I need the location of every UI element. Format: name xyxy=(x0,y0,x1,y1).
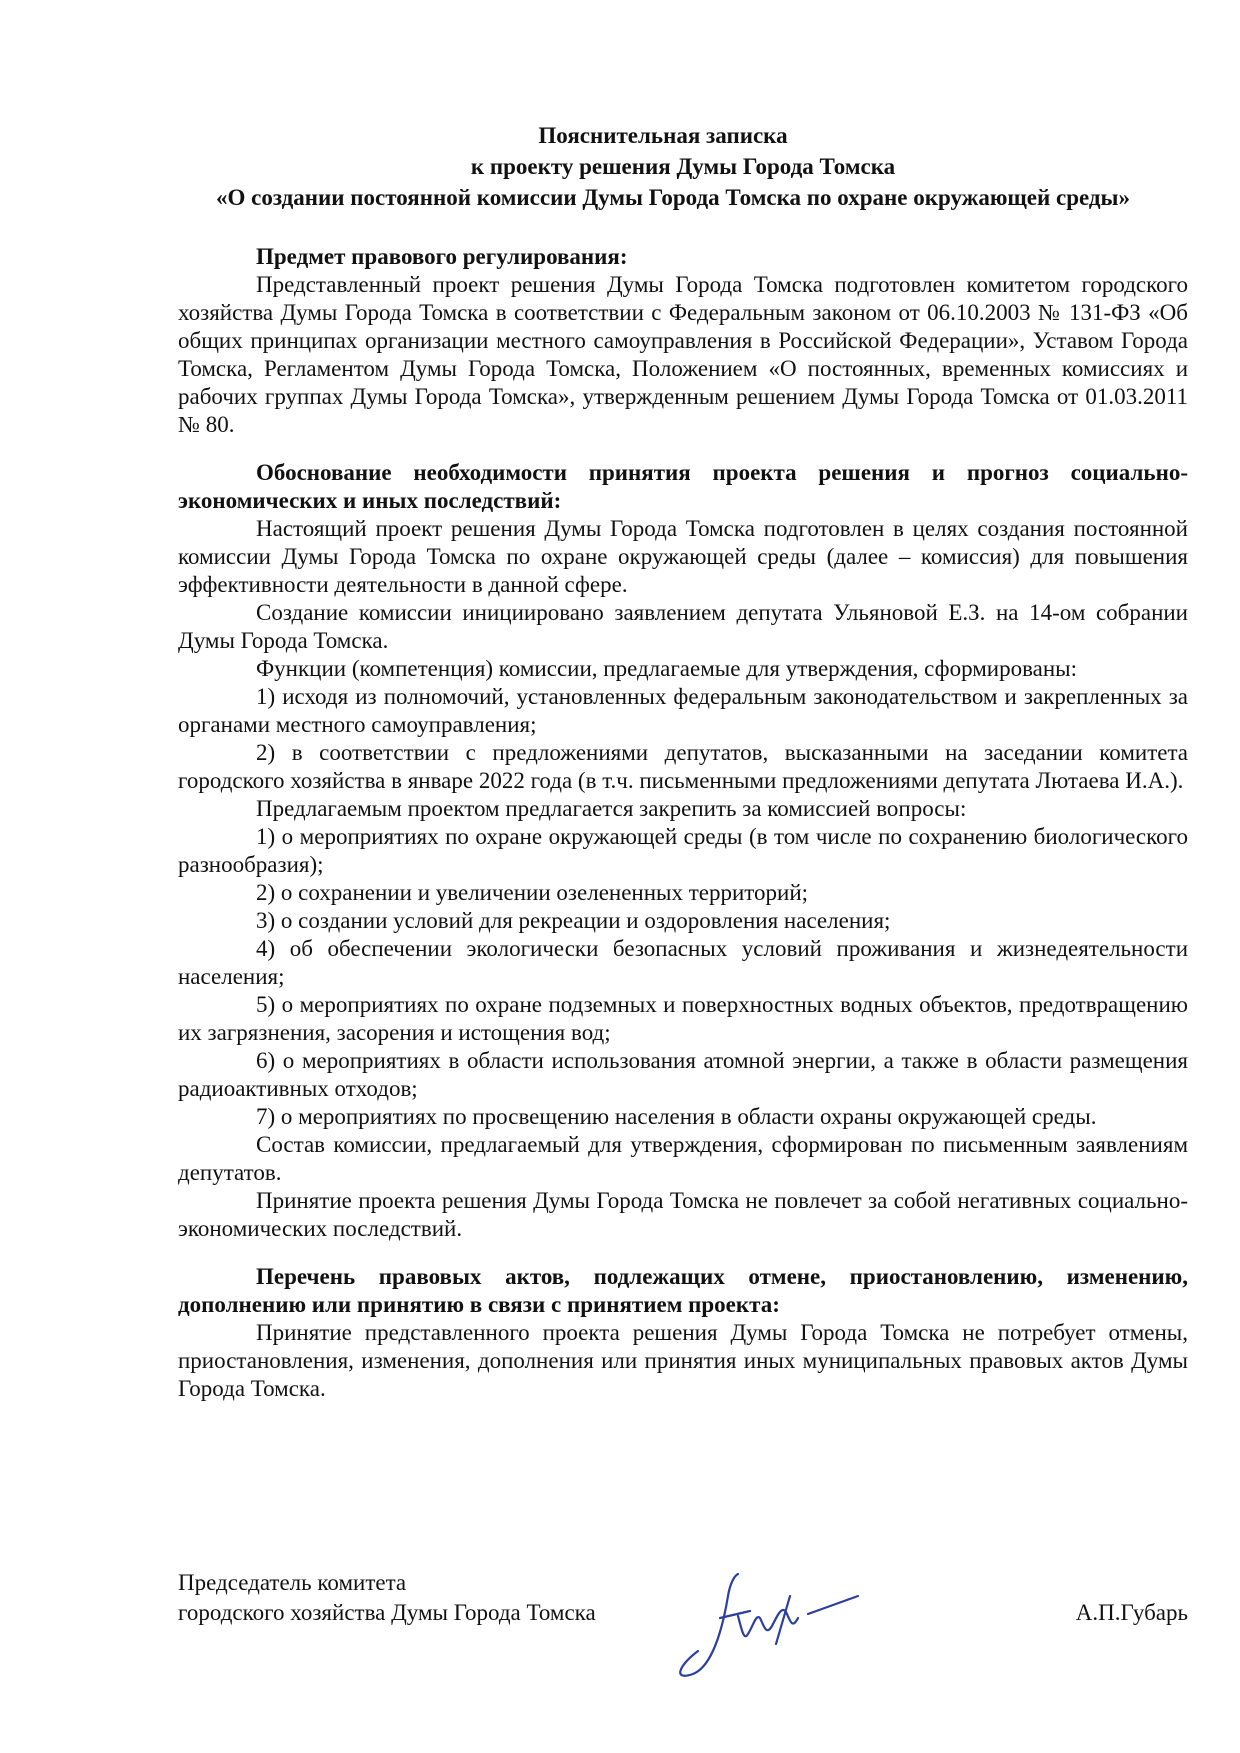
document-page xyxy=(178,120,1188,1403)
paragraph: Функции (компетенция) комиссии, предлагаемые для утверждения, сформированы: xyxy=(256,656,1078,681)
list-item: 2) в соответствии с предложениями депутатов, высказанными на заседании комитета городского хозяйства в январе 2022 года (в т.ч. письменными предложениями депутата Лютаева И.А.). xyxy=(178,740,1188,793)
document-title xyxy=(178,120,1188,213)
title-line-3: «О создании постоянной комиссии Думы Города Томска по охране окружающей среды» xyxy=(215,185,1131,210)
signatory-name: А.П.Губарь xyxy=(1075,1600,1188,1625)
section-heading: Перечень правовых актов, подлежащих отмене, приостановлению, изменению, дополнению или принятию в связи с принятием проекта: xyxy=(178,1264,1188,1317)
post-line-2: городского хозяйства Думы Города Томска xyxy=(178,1600,596,1625)
signature-block xyxy=(178,1568,1188,1698)
list-item: 7) о мероприятиях по просвещению населения в области охраны окружающей среды. xyxy=(256,1104,1097,1129)
list-item: 4) об обеспечении экологически безопасных условий проживания и жизнедеятельности населения; xyxy=(178,936,1188,989)
paragraph: Предлагаемым проектом предлагается закрепить за комиссией вопросы: xyxy=(256,796,967,821)
title-line-1: Пояснительная записка xyxy=(538,123,788,148)
section-heading: Предмет правового регулирования: xyxy=(256,244,628,269)
title-line-2: к проекту решения Думы Города Томска xyxy=(470,154,896,179)
paragraph: Представленный проект решения Думы Города Томска подготовлен комитетом городского хозяйства Думы Города Томска в соответствии с Федеральным законом от 06.10.2003 № 131-ФЗ «Об общих принципах организации местного самоуправления в Российской Федерации», Уставом Города Томска, Регламентом Думы Города Томска, Положением «О постоянных, временных комиссиях и рабочих группах Думы Города Томска», утвержденным решением Думы Города Томска от 01.03.2011 № 80. xyxy=(178,272,1188,437)
post-line-1: Председатель комитета xyxy=(178,1570,407,1595)
list-item: 2) о сохранении и увеличении озелененных территорий; xyxy=(256,880,809,905)
paragraph: Состав комиссии, предлагаемый для утверждения, сформирован по письменным заявлениям депутатов. xyxy=(178,1132,1188,1185)
paragraph: Настоящий проект решения Думы Города Томска подготовлен в целях создания постоянной комиссии Думы Города Томска по охране окружающей среды (далее – комиссия) для повышения эффективности деятельности в данной сфере. xyxy=(178,516,1188,597)
signatory-post xyxy=(178,1568,596,1628)
list-item: 1) исходя из полномочий, установленных федеральным законодательством и закрепленных за органами местного самоуправления; xyxy=(178,684,1188,737)
section-heading: Обоснование необходимости принятия проекта решения и прогноз социально-экономических и иных последствий: xyxy=(178,460,1188,513)
paragraph: Принятие проекта решения Думы Города Томска не повлечет за собой негативных социально-экономических последствий. xyxy=(178,1188,1188,1241)
list-item: 1) о мероприятиях по охране окружающей среды (в том числе по сохранению биологического разнообразия); xyxy=(178,824,1188,877)
section-legal-acts xyxy=(178,1263,1188,1403)
handwritten-signature xyxy=(668,1556,868,1686)
paragraph: Принятие представленного проекта решения Думы Города Томска не потребует отмены, приостановления, изменения, дополнения или принятия иных муниципальных правовых актов Думы Города Томска. xyxy=(178,1320,1188,1401)
section-subject xyxy=(178,243,1188,439)
list-item: 6) о мероприятиях в области использования атомной энергии, а также в области размещения радиоактивных отходов; xyxy=(178,1048,1188,1101)
section-justification xyxy=(178,459,1188,1243)
list-item: 5) о мероприятиях по охране подземных и поверхностных водных объектов, предотвращению их загрязнения, засорения и истощения вод; xyxy=(178,992,1188,1045)
paragraph: Создание комиссии инициировано заявлением депутата Ульяновой Е.З. на 14-ом собрании Думы Города Томска. xyxy=(178,600,1188,653)
list-item: 3) о создании условий для рекреации и оздоровления населения; xyxy=(256,908,891,933)
